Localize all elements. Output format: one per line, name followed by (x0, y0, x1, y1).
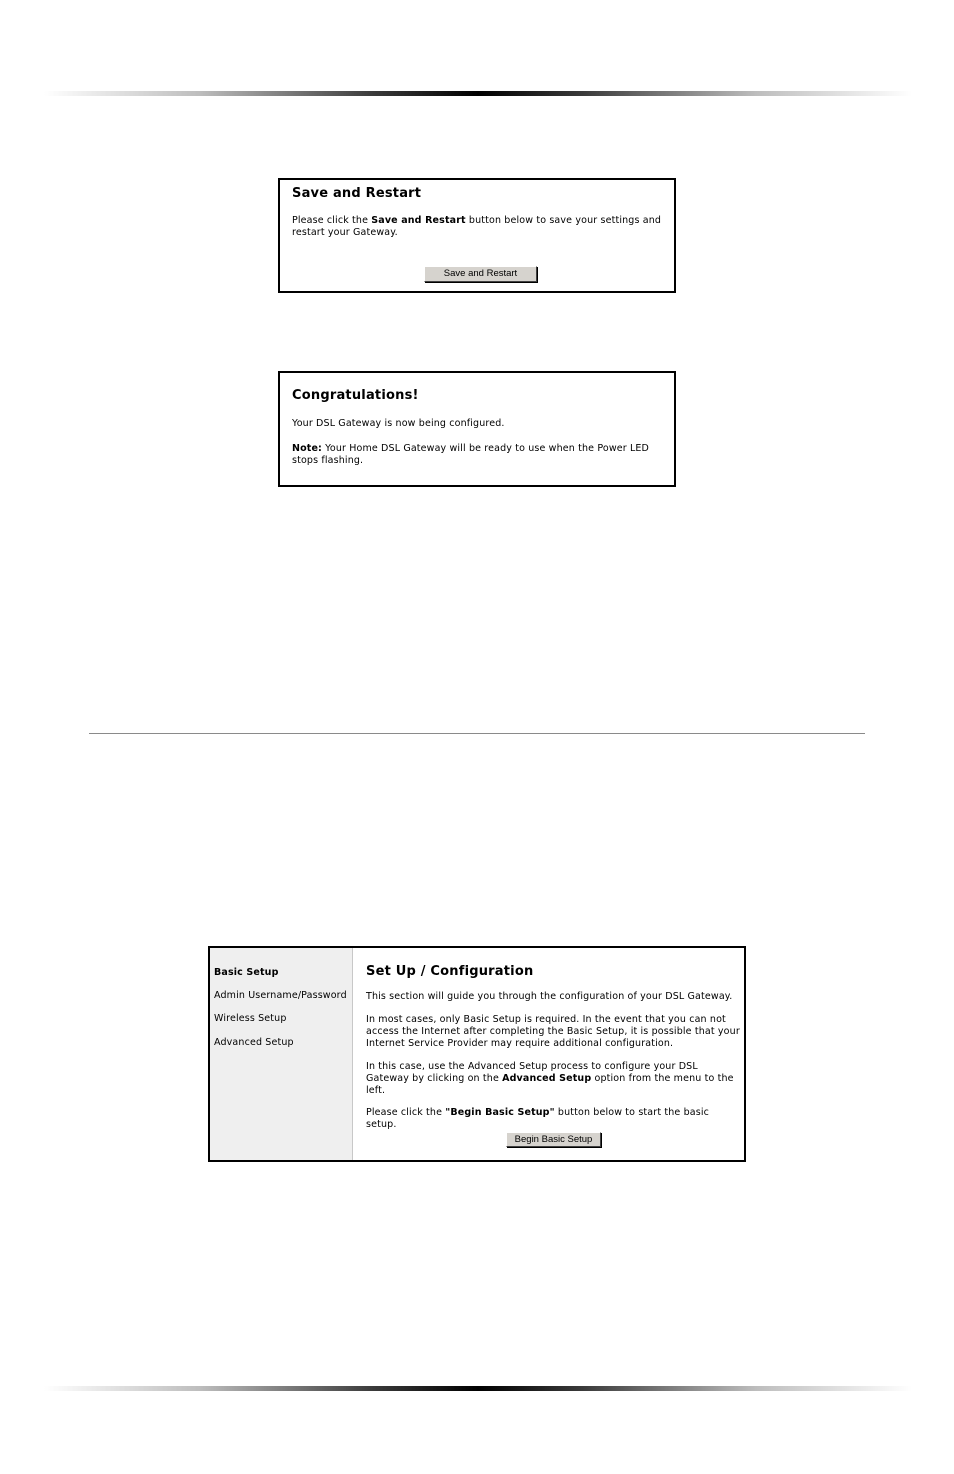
top-gradient-rule (44, 91, 912, 96)
menu-item-wireless-setup[interactable]: Wireless Setup (214, 1013, 287, 1024)
setup-configuration-panel (208, 946, 746, 1162)
note-text: Your Home DSL Gateway will be ready to use when the Power LED stops flashing. (292, 443, 650, 466)
save-and-restart-button[interactable]: Save and Restart (424, 266, 537, 282)
setup-menu (210, 948, 353, 1160)
advanced-info-end: option from the menu to the left. (366, 1073, 734, 1096)
congratulations-panel (278, 371, 676, 487)
begin-instruction-end: button below to start the basic setup. (366, 1107, 709, 1130)
save-restart-panel (278, 178, 676, 293)
begin-setup-instruction (366, 1107, 740, 1131)
bottom-gradient-rule (44, 1386, 912, 1391)
note-label: Note: (292, 443, 323, 454)
setup-content (366, 948, 742, 1160)
setup-intro-text: This section will guide you through the configuration of your DSL Gateway. (366, 991, 733, 1002)
instruction-text: Please click the (292, 215, 372, 226)
begin-instruction-start: Please click the (366, 1107, 446, 1118)
begin-basic-setup-bold: "Begin Basic Setup" (445, 1107, 555, 1118)
menu-item-basic-setup[interactable]: Basic Setup (214, 967, 279, 978)
power-led-note (292, 443, 664, 467)
menu-item-advanced-setup[interactable]: Advanced Setup (214, 1037, 294, 1048)
basic-setup-info-text: In most cases, only Basic Setup is required. In the event that you can not access the Internet after completing the Basic Setup, it is possible that your Internet Service Provider may require additional configuration. (366, 1014, 740, 1049)
advanced-setup-bold: Advanced Setup (502, 1073, 592, 1084)
advanced-setup-info-text (366, 1061, 740, 1097)
advanced-info-start: In this case, use the Advanced Setup process to configure your DSL Gateway by clicking on the (366, 1061, 698, 1084)
begin-basic-setup-button[interactable]: Begin Basic Setup (506, 1132, 601, 1147)
instruction-text-end: button below to save your settings and restart your Gateway. (292, 215, 662, 238)
configuring-message: Your DSL Gateway is now being configured. (292, 418, 505, 429)
congratulations-title: Congratulations! (292, 388, 419, 403)
setup-title: Set Up / Configuration (366, 964, 534, 979)
menu-item-admin-username-password[interactable]: Admin Username/Password (214, 990, 347, 1001)
save-restart-title: Save and Restart (292, 186, 422, 201)
section-divider (89, 733, 865, 734)
save-restart-instructions (292, 215, 664, 239)
instruction-bold-text: Save and Restart (371, 215, 466, 226)
